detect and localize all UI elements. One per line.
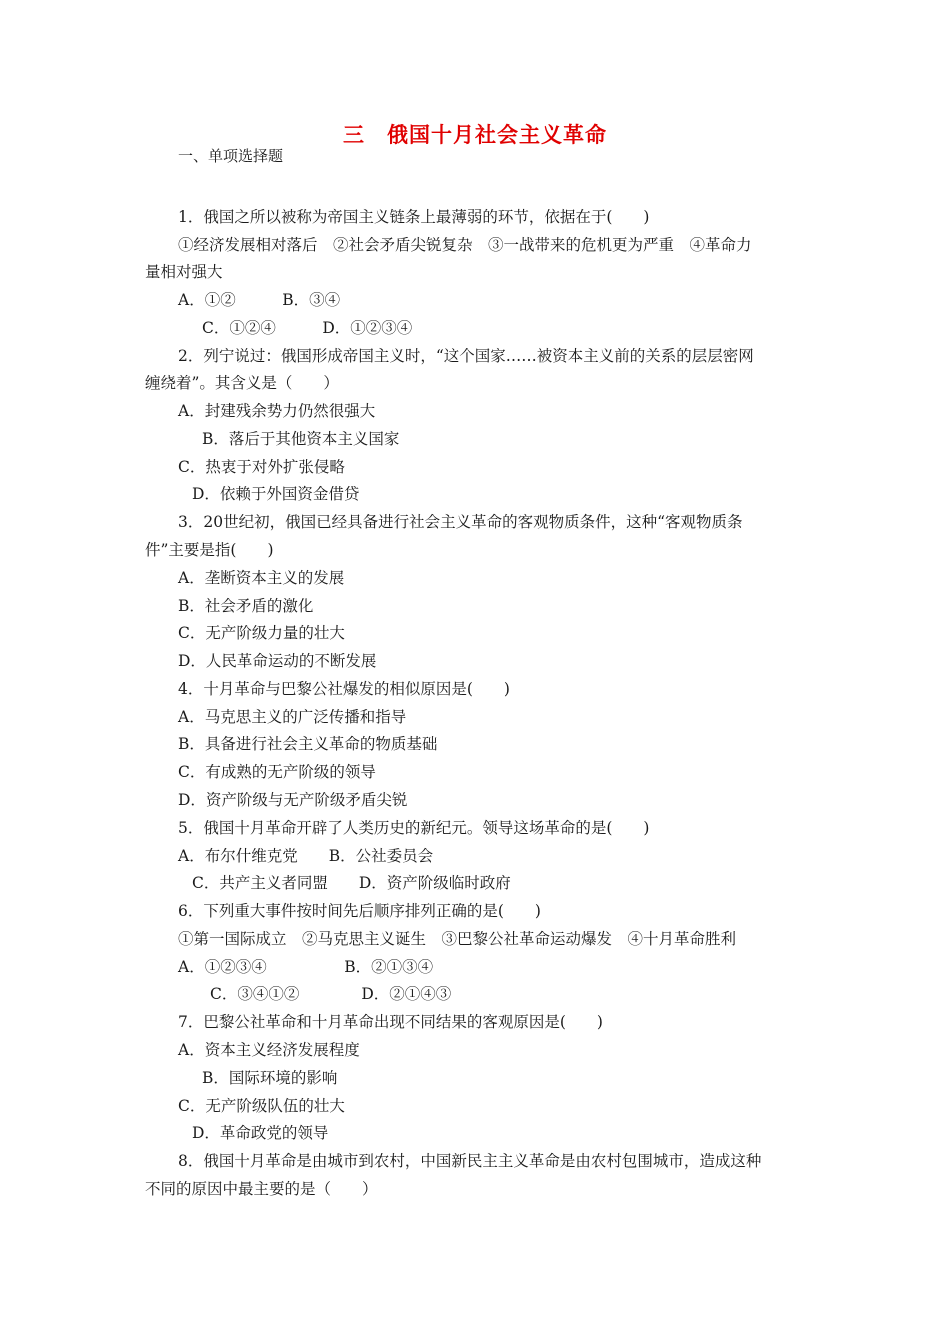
q7-stem: 7．巴黎公社革命和十月革命出现不同结果的客观原因是( ) [178,1013,603,1031]
q2-option-d: D．依赖于外国资金借贷 [192,485,360,503]
q4-option-d: D．资产阶级与无产阶级矛盾尖锐 [178,791,408,809]
q3-stem-cont: 件”主要是指( ) [145,541,274,559]
q2-option-a: A．封建残余势力仍然很强大 [178,402,376,420]
q2-option-b: B．落后于其他资本主义国家 [202,430,400,448]
q5-stem: 5．俄国十月革命开辟了人类历史的新纪元。领导这场革命的是( ) [178,819,650,837]
q8-stem-cont: 不同的原因中最主要的是（ ） [145,1180,378,1198]
q7-option-a: A．资本主义经济发展程度 [178,1041,360,1059]
q3-option-b: B．社会矛盾的激化 [178,597,314,615]
q2-stem: 2．列宁说过：俄国形成帝国主义时，“这个国家……被资本主义前的关系的层层密网 [178,347,754,365]
q3-option-d: D．人民革命运动的不断发展 [178,652,377,670]
q3-option-c: C．无产阶级力量的壮大 [178,624,345,642]
section-heading: 一、单项选择题 [178,147,284,165]
q4-stem: 4．十月革命与巴黎公社爆发的相似原因是( ) [178,680,510,698]
q6-statements: ①第一国际成立 ②马克思主义诞生 ③巴黎公社革命运动爆发 ④十月革命胜利 [178,930,737,948]
q7-option-c: C．无产阶级队伍的壮大 [178,1097,345,1115]
q3-stem: 3．20世纪初，俄国已经具备进行社会主义革命的客观物质条件，这种“客观物质条 [178,513,743,531]
q1-statements: ①经济发展相对落后 ②社会矛盾尖锐复杂 ③一战带来的危机更为严重 ④革命力 [178,236,752,254]
page-title: 三 俄国十月社会主义革命 [343,122,607,147]
q7-option-d: D．革命政党的领导 [192,1124,329,1142]
q1-options-ab: A．①② B．③④ [178,291,341,309]
q6-stem: 6．下列重大事件按时间先后顺序排列正确的是( ) [178,902,541,920]
q8-stem: 8．俄国十月革命是由城市到农村，中国新民主主义革命是由农村包围城市，造成这种 [178,1152,762,1170]
q2-option-c: C．热衷于对外扩张侵略 [178,458,345,476]
q1-statements-cont: 量相对强大 [145,263,223,281]
q6-options-ab: A．①②③④ B．②①③④ [178,958,434,976]
q6-options-cd: C．③④①② D．②①④③ [210,985,452,1003]
q4-option-a: A．马克思主义的广泛传播和指导 [178,708,407,726]
q4-option-c: C．有成熟的无产阶级的领导 [178,763,376,781]
q1-options-cd: C．①②④ D．①②③④ [202,319,413,337]
q5-options-ab: A．布尔什维克党 B．公社委员会 [178,847,434,865]
q3-option-a: A．垄断资本主义的发展 [178,569,345,587]
q4-option-b: B．具备进行社会主义革命的物质基础 [178,735,438,753]
q1-stem: 1．俄国之所以被称为帝国主义链条上最薄弱的环节，依据在于( ) [178,208,650,226]
q2-stem-cont: 缠绕着”。其含义是（ ） [145,374,339,392]
q5-options-cd: C．共产主义者同盟 D．资产阶级临时政府 [192,874,511,892]
q7-option-b: B．国际环境的影响 [202,1069,338,1087]
